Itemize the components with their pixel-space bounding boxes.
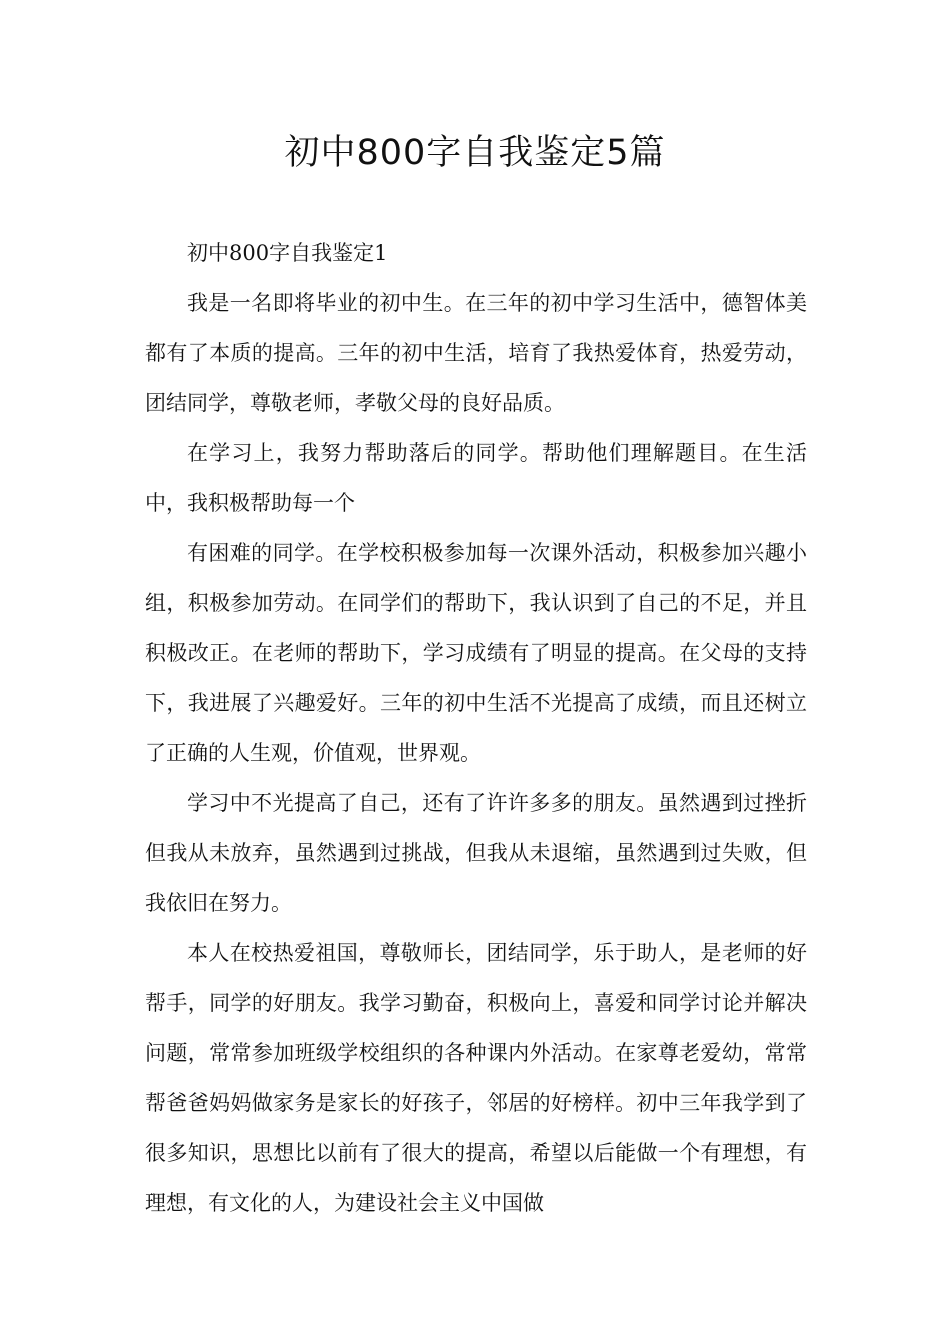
paragraph: 在学习上，我努力帮助落后的同学。帮助他们理解题目。在生活中，我积极帮助每一个 xyxy=(145,441,807,515)
paragraph: 我是一名即将毕业的初中生。在三年的初中学习生活中，德智体美都有了本质的提高。三年的初中生活，培育了我热爱体育，热爱劳动，团结同学，尊敬老师，孝敬父母的良好品质。 xyxy=(145,291,807,415)
section-heading: 初中800字自我鉴定1 xyxy=(187,241,388,265)
paragraph: 学习中不光提高了自己，还有了许许多多的朋友。虽然遇到过挫折但我从未放弃，虽然遇到过挑战，但我从未退缩，虽然遇到过失败，但我依旧在努力。 xyxy=(145,791,807,915)
paragraph: 有困难的同学。在学校积极参加每一次课外活动，积极参加兴趣小组，积极参加劳动。在同学们的帮助下，我认识到了自己的不足，并且积极改正。在老师的帮助下，学习成绩有了明显的提高。在父母的支持下，我进展了兴趣爱好。三年的初中生活不光提高了成绩，而且还树立了正确的人生观，价值观，世界观。 xyxy=(145,541,807,765)
document-title: 初中800字自我鉴定5篇 xyxy=(284,133,666,173)
document-body xyxy=(145,228,807,1228)
paragraph: 本人在校热爱祖国，尊敬师长，团结同学，乐于助人，是老师的好帮手，同学的好朋友。我学习勤奋，积极向上，喜爱和同学讨论并解决问题，常常参加班级学校组织的各种课内外活动。在家尊老爱幼，常常帮爸爸妈妈做家务是家长的好孩子，邻居的好榜样。初中三年我学到了很多知识，思想比以前有了很大的提高，希望以后能做一个有理想，有理想，有文化的人，为建设社会主义中国做 xyxy=(145,941,807,1215)
